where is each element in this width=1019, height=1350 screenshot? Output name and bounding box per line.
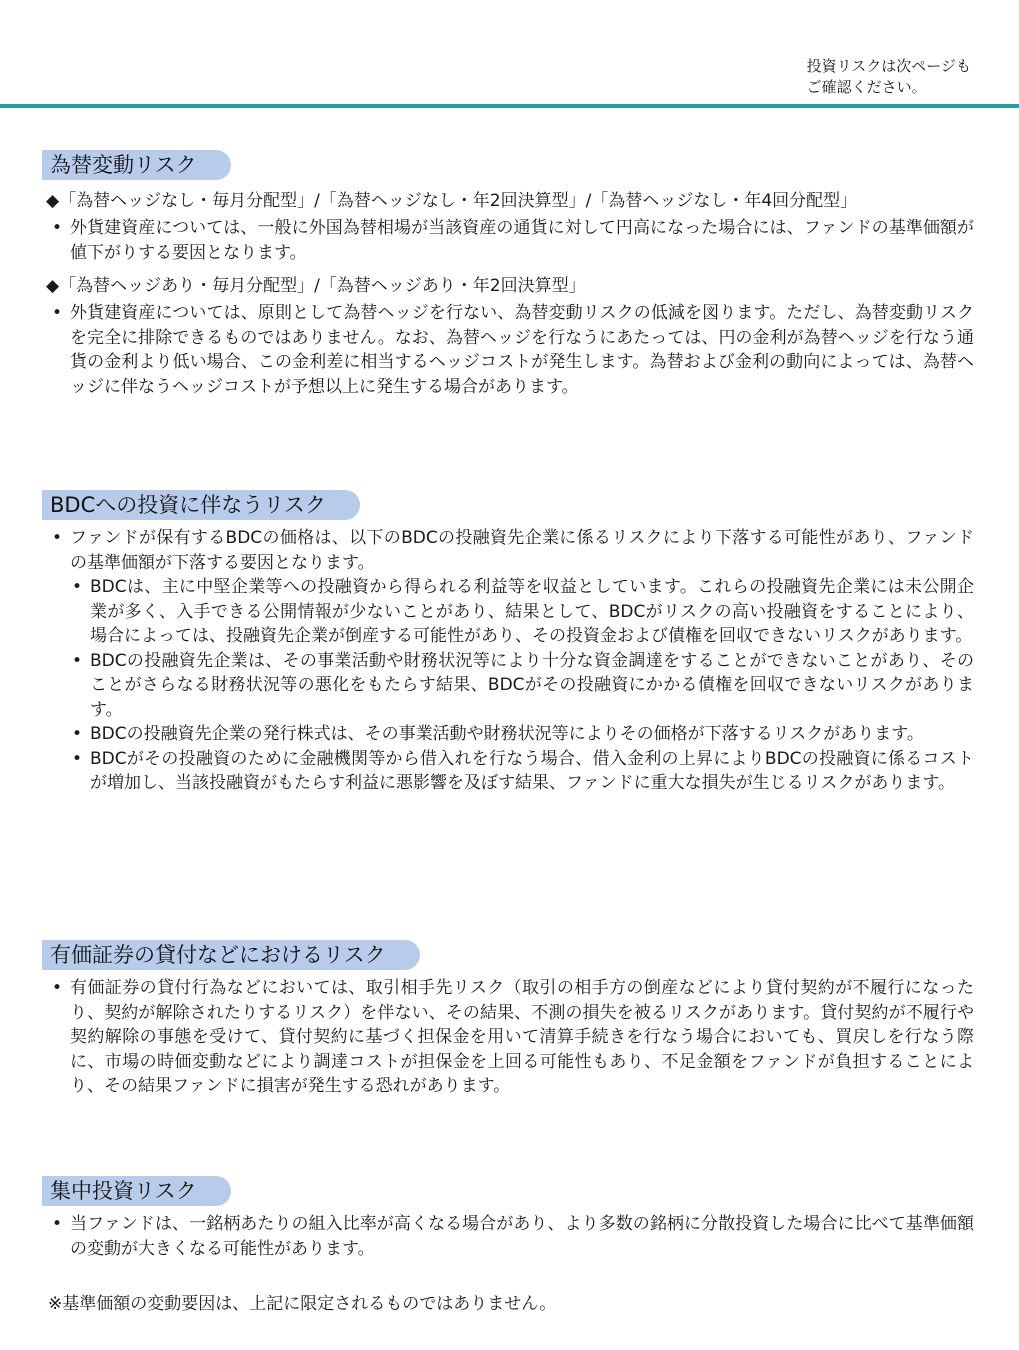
section-lending-risk xyxy=(42,940,974,1099)
section-title: 集中投資リスク xyxy=(42,1176,231,1206)
next-page-note-line2: ご確認ください。 xyxy=(806,78,927,96)
bullet-unhedged: • 外貨建資産については、一般に外国為替相場が当該資産の通貨に対して円高になった場合には、ファンドの基準価額が値下がりする要因となります。 xyxy=(46,216,974,265)
section-concentration-risk xyxy=(42,1176,974,1261)
subhead-unhedged: ◆「為替ヘッジなし・毎月分配型」/「為替ヘッジなし・年2回決算型」/「為替ヘッジなし・年4回分配型」 xyxy=(46,191,858,211)
next-page-note-line1: 投資リスクは次ページも xyxy=(806,57,971,75)
sub-bullet-bdc-1: • BDCは、主に中堅企業等への投融資から得られる利益等を収益としています。これらの投融資先企業には未公開企業が多く、入手できる公開情報が少ないことがあり、結果として、BDCがリスクの高い投融資をすることにより、場合によっては、投融資先企業が倒産する可能性があり、その投資金および債権を回収できないリスクがあります。 xyxy=(66,575,974,649)
bullet-concentration: • 当ファンドは、一銘柄あたりの組入比率が高くなる場合があり、より多数の銘柄に分散投資した場合に比べて基準価額の変動が大きくなる可能性があります。 xyxy=(46,1212,974,1261)
header-divider xyxy=(0,104,1019,108)
bullet-hedged: • 外貨建資産については、原則として為替ヘッジを行ない、為替変動リスクの低減を図ります。ただし、為替変動リスクを完全に排除できるものではありません。なお、為替ヘッジを行なうにあたっては、円の金利が為替ヘッジを行なう通貨の金利より低い場合、この金利差に相当するヘッジコストが発生します。為替および金利の動向によっては、為替ヘッジに伴なうヘッジコストが予想以上に発生する場合があります。 xyxy=(46,301,974,399)
sub-bullet-bdc-2: • BDCの投融資先企業は、その事業活動や財務状況等により十分な資金調達をすることができないことがあり、そのことがさらなる財務状況等の悪化をもたらす結果、BDCがその投融資にかかる債権を回収できないリスクがあります。 xyxy=(66,649,974,723)
footnote: ※基準価額の変動要因は、上記に限定されるものではありません。 xyxy=(48,1294,557,1314)
subhead-hedged: ◆「為替ヘッジあり・毎月分配型」/「為替ヘッジあり・年2回決算型」 xyxy=(46,276,586,296)
sub-bullet-bdc-4: • BDCがその投融資のために金融機関等から借入れを行なう場合、借入金利の上昇によりBDCの投融資に係るコストが増加し、当該投融資がもたらす利益に悪影響を及ぼす結果、ファンドに重大な損失が生じるリスクがあります。 xyxy=(66,747,974,796)
section-bdc-risk xyxy=(42,490,974,796)
sub-bullet-bdc-3: • BDCの投融資先企業の発行株式は、その事業活動や財務状況等によりその価格が下落するリスクがあります。 xyxy=(66,722,974,747)
section-title: 為替変動リスク xyxy=(42,150,231,180)
next-page-note xyxy=(807,56,971,98)
section-title: 有価証券の貸付などにおけるリスク xyxy=(42,940,420,970)
section-fx-risk xyxy=(42,150,974,399)
bullet-lending: • 有価証券の貸付行為などにおいては、取引相手先リスク（取引の相手方の倒産などにより貸付契約が不履行になったり、契約が解除されたりするリスク）を伴ない、その結果、不測の損失を被るリスクがあります。貸付契約が不履行や契約解除の事態を受けて、貸付契約に基づく担保金を用いて清算手続きを行なう場合においても、買戻しを行なう際に、市場の時価変動などにより調達コストが担保金を上回る可能性もあり、不足金額をファンドが負担することにより、その結果ファンドに損害が発生する恐れがあります。 xyxy=(46,976,974,1099)
bullet-bdc-main: • ファンドが保有するBDCの価格は、以下のBDCの投融資先企業に係るリスクにより下落する可能性があり、ファンドの基準価額が下落する要因となります。 xyxy=(46,526,974,575)
section-title: BDCへの投資に伴なうリスク xyxy=(42,490,360,520)
